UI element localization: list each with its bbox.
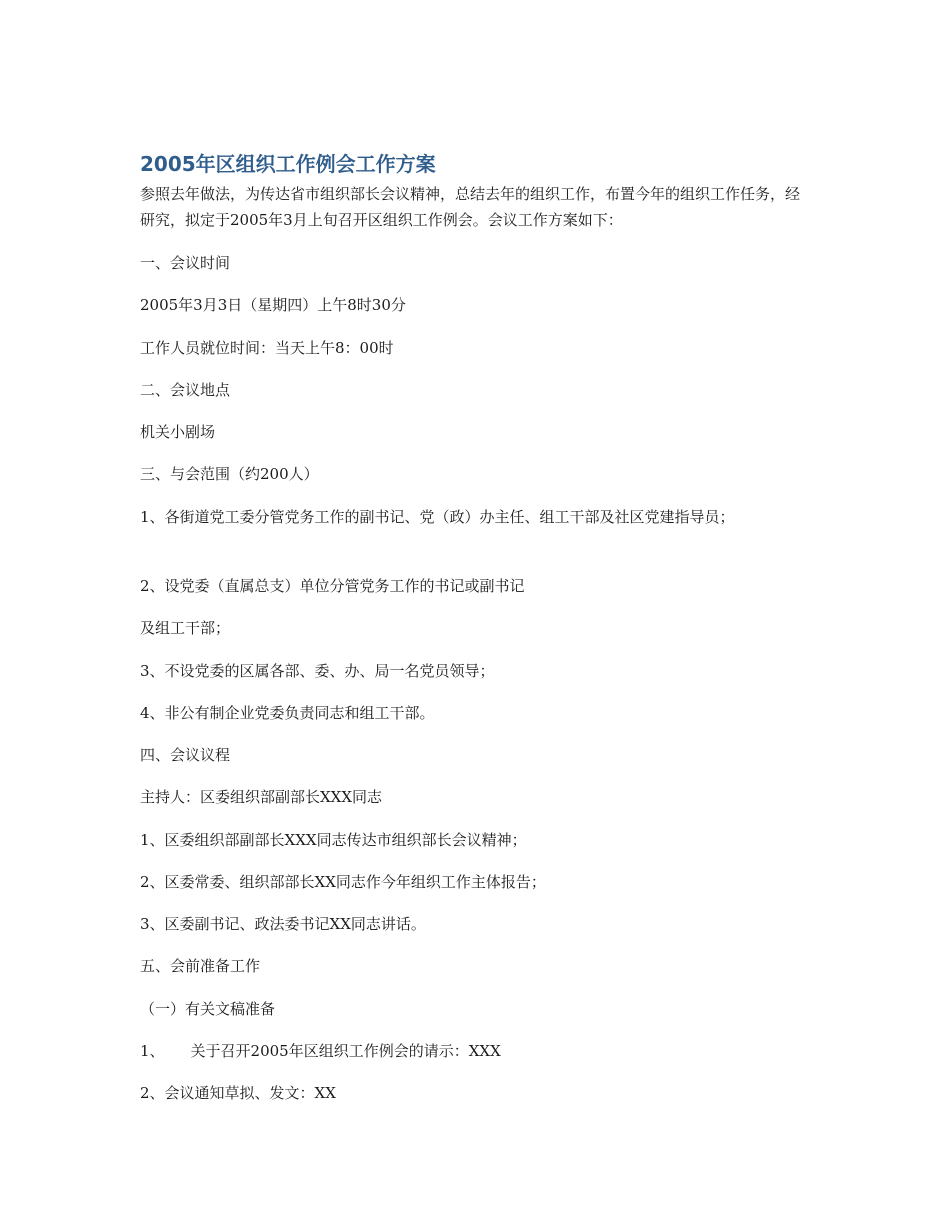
scope-item: 4、非公有制企业党委负责同志和组工干部。 xyxy=(140,704,435,722)
agenda-item: 1、区委组织部副部长XXX同志传达市组织部长会议精神； xyxy=(140,831,527,849)
section-prep-heading: 五、会前准备工作 xyxy=(140,957,261,975)
prep-item xyxy=(140,1038,810,1064)
meeting-host: 主持人：区委组织部副部长XXX同志 xyxy=(140,788,383,806)
intro-paragraph: 参照去年做法，为传达省市组织部长会议精神，总结去年的组织工作，布置今年的组织工作任务，经研究，拟定于2005年3月上旬召开区组织工作例会。会议工作方案如下： xyxy=(140,185,801,229)
scope-item: 2、设党委（直属总支）单位分管党务工作的书记或副书记 xyxy=(140,577,525,595)
document-title: 2005年区组织工作例会工作方案 xyxy=(140,152,436,176)
section-agenda-heading: 四、会议议程 xyxy=(140,746,231,764)
staff-arrival-time: 工作人员就位时间：当天上午8：00时 xyxy=(140,339,394,357)
agenda-item: 2、区委常委、组织部部长XX同志作今年组织工作主体报告； xyxy=(140,873,546,891)
scope-item: 1、各街道党工委分管党务工作的副书记、党（政）办主任、组工干部及社区党建指导员； xyxy=(140,508,735,526)
section-scope-heading: 三、与会范围（约200人） xyxy=(140,465,319,483)
scope-item: 及组工干部； xyxy=(140,619,231,637)
scope-item: 3、不设党委的区属各部、委、办、局一名党员领导； xyxy=(140,662,495,680)
prep-item: 2、会议通知草拟、发文：XX xyxy=(140,1084,336,1102)
section-place-heading: 二、会议地点 xyxy=(140,381,231,399)
meeting-time-value: 2005年3月3日（星期四）上午8时30分 xyxy=(140,296,406,314)
meeting-place-value: 机关小剧场 xyxy=(140,423,216,441)
agenda-item: 3、区委副书记、政法委书记XX同志讲话。 xyxy=(140,915,426,933)
section-time-heading: 一、会议时间 xyxy=(140,254,231,272)
prep-item-number: 1、 xyxy=(140,1042,165,1060)
prep-item-text: 关于召开2005年区组织工作例会的请示：XXX xyxy=(190,1042,501,1060)
prep-sub-heading: （一）有关文稿准备 xyxy=(140,1000,276,1018)
